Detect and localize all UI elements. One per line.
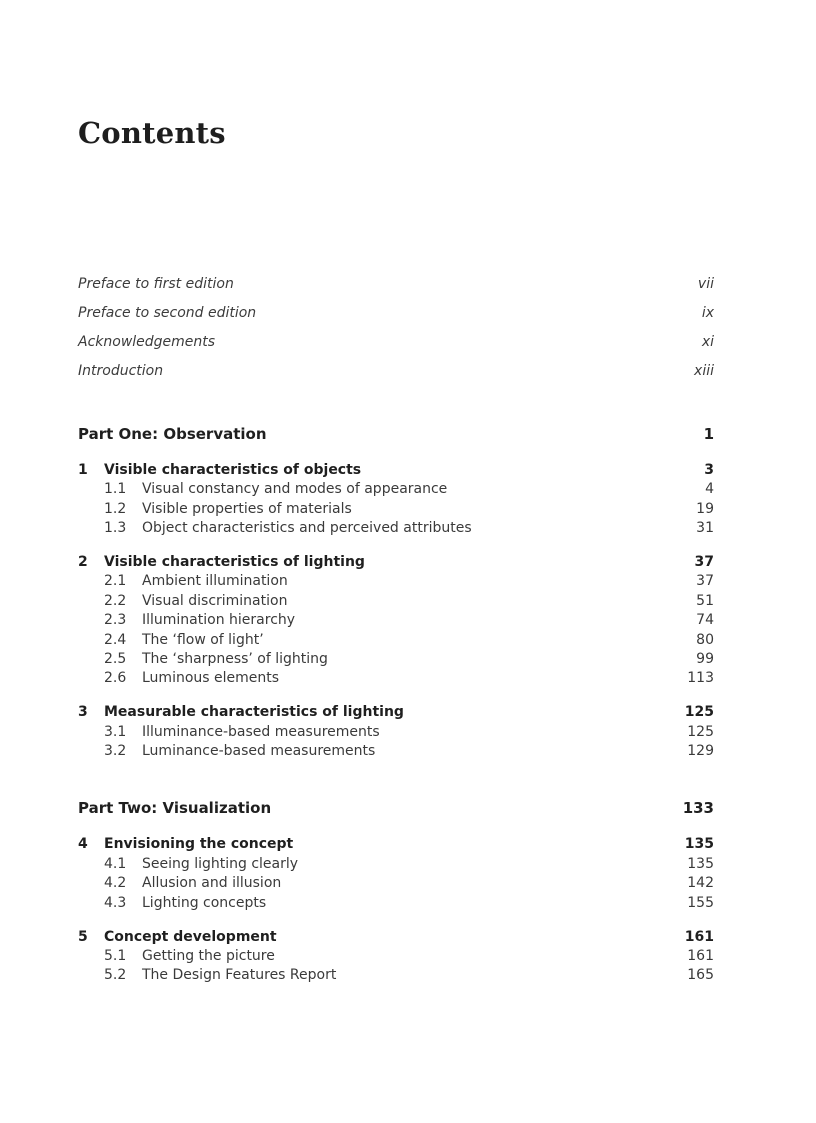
- toc-page-number: 165: [687, 967, 714, 984]
- toc-chapter-title: Concept development: [104, 928, 277, 945]
- toc-page-number: 135: [687, 855, 714, 872]
- toc-section-entry[interactable]: [78, 742, 714, 761]
- toc-chapter-entry[interactable]: [78, 553, 714, 572]
- toc-section-number: 4.2: [104, 875, 127, 892]
- toc-page-number: 80: [696, 631, 714, 648]
- toc-section-title: Seeing lighting clearly: [142, 855, 299, 872]
- toc-chapter-number: 4: [78, 836, 88, 853]
- toc-chapter-number: 5: [78, 928, 88, 945]
- toc-section-entry[interactable]: [78, 855, 714, 874]
- toc-section-entry[interactable]: [78, 500, 714, 519]
- toc-page-number: 37: [696, 573, 714, 590]
- page-title: Contents: [78, 116, 226, 150]
- toc-page-number: 129: [687, 743, 714, 760]
- toc-section-title: Illumination hierarchy: [142, 612, 296, 629]
- toc-section-number: 2.5: [104, 651, 127, 668]
- toc-chapter-title: Visible characteristics of objects: [104, 462, 362, 478]
- toc-page-number: 161: [684, 928, 714, 945]
- toc-section-title: The Design Features Report: [142, 967, 337, 984]
- toc-chapter-number: 1: [78, 462, 88, 478]
- toc-section-entry[interactable]: [78, 894, 714, 913]
- toc-page-number: 74: [696, 612, 714, 629]
- toc-section-entry[interactable]: [78, 966, 714, 985]
- toc-section-title: Ambient illumination: [142, 573, 288, 590]
- toc-chapter-entry[interactable]: [78, 461, 714, 480]
- toc-page-number: 125: [684, 704, 714, 721]
- toc-chapter-title: Measurable characteristics of lighting: [104, 704, 404, 721]
- toc-section-title: Visual constancy and modes of appearance: [142, 481, 448, 498]
- toc-chapter-title: Envisioning the concept: [104, 836, 294, 853]
- toc-page-number: 142: [687, 875, 714, 892]
- toc-section-title: Getting the picture: [142, 947, 275, 964]
- toc-section-title: The ‘flow of light’: [142, 631, 264, 648]
- toc-page-number: xiii: [694, 363, 714, 379]
- toc-section-entry[interactable]: [78, 947, 714, 966]
- toc-section-entry[interactable]: [78, 874, 714, 893]
- toc-section-number: 2.3: [104, 612, 127, 629]
- toc-page-number: vii: [697, 276, 714, 292]
- toc-prelim-entry[interactable]: [78, 357, 714, 386]
- toc-section-number: 2.2: [104, 592, 127, 609]
- toc-section-number: 2.1: [104, 573, 127, 590]
- toc-section-title: Visual discrimination: [142, 592, 288, 609]
- toc-page-number: 133: [682, 799, 714, 818]
- toc-entry-label: Introduction: [78, 363, 164, 379]
- toc-page-number: 125: [687, 723, 714, 740]
- toc-section-title: Lighting concepts: [142, 894, 267, 911]
- toc-section-number: 2.4: [104, 631, 127, 648]
- toc-chapter-title: Visible characteristics of lighting: [104, 554, 365, 571]
- toc-page-number: 4: [705, 481, 714, 498]
- toc-section-number: 4.3: [104, 894, 127, 911]
- toc-part-heading[interactable]: [78, 422, 714, 446]
- toc-part-title: Part One: Observation: [78, 425, 267, 443]
- toc-section-entry[interactable]: [78, 572, 714, 591]
- table-of-contents: [78, 270, 714, 986]
- toc-section-title: Object characteristics and perceived attributes: [142, 520, 472, 537]
- toc-page-number: xi: [701, 334, 714, 350]
- toc-section-number: 4.1: [104, 855, 127, 872]
- toc-section-number: 5.2: [104, 967, 127, 984]
- toc-part-heading[interactable]: [78, 796, 714, 820]
- toc-chapter-number: 2: [78, 554, 88, 571]
- toc-page-number: 161: [687, 947, 714, 964]
- toc-section-entry[interactable]: [78, 650, 714, 669]
- toc-chapter-entry[interactable]: [78, 703, 714, 722]
- toc-page-number: 135: [684, 836, 714, 853]
- toc-section-title: Luminous elements: [142, 670, 280, 687]
- toc-section-entry[interactable]: [78, 592, 714, 611]
- toc-section-number: 2.6: [104, 670, 127, 687]
- toc-entry-label: Preface to first edition: [78, 276, 234, 292]
- toc-section-number: 1.2: [104, 500, 127, 517]
- toc-entry-label: Acknowledgements: [78, 334, 216, 350]
- toc-section-entry[interactable]: [78, 611, 714, 630]
- toc-page-number: 19: [696, 500, 714, 517]
- toc-prelim-entry[interactable]: [78, 299, 714, 328]
- toc-part-title: Part Two: Visualization: [78, 799, 272, 818]
- toc-page-number: 99: [696, 651, 714, 668]
- toc-section-entry[interactable]: [78, 669, 714, 688]
- toc-section-entry[interactable]: [78, 480, 714, 499]
- toc-page-number: 31: [696, 520, 714, 537]
- toc-section-title: Luminance-based measurements: [142, 743, 376, 760]
- toc-section-title: Visible properties of materials: [142, 500, 352, 517]
- toc-chapter-number: 3: [78, 704, 88, 721]
- toc-section-entry[interactable]: [78, 631, 714, 650]
- toc-page-number: 37: [694, 554, 714, 571]
- toc-section-title: The ‘sharpness’ of lighting: [142, 651, 328, 668]
- toc-page-number: 1: [703, 425, 714, 443]
- toc-section-number: 5.1: [104, 947, 127, 964]
- toc-section-number: 3.2: [104, 743, 127, 760]
- toc-page-number: 51: [696, 592, 714, 609]
- toc-section-title: Allusion and illusion: [142, 875, 282, 892]
- toc-page-number: ix: [701, 305, 714, 321]
- toc-page-number: 155: [687, 894, 714, 911]
- toc-chapter-entry[interactable]: [78, 928, 714, 947]
- toc-entry-label: Preface to second edition: [78, 305, 257, 321]
- toc-prelim-entry[interactable]: [78, 270, 714, 299]
- toc-prelim-entry[interactable]: [78, 328, 714, 357]
- toc-page-number: 3: [704, 462, 714, 478]
- toc-section-entry[interactable]: [78, 723, 714, 742]
- toc-section-number: 1.3: [104, 520, 127, 537]
- toc-section-number: 3.1: [104, 723, 127, 740]
- toc-chapter-entry[interactable]: [78, 835, 714, 854]
- toc-section-entry[interactable]: [78, 519, 714, 538]
- toc-page-number: 113: [687, 670, 714, 687]
- toc-section-title: Illuminance-based measurements: [142, 723, 380, 740]
- toc-section-number: 1.1: [104, 481, 127, 498]
